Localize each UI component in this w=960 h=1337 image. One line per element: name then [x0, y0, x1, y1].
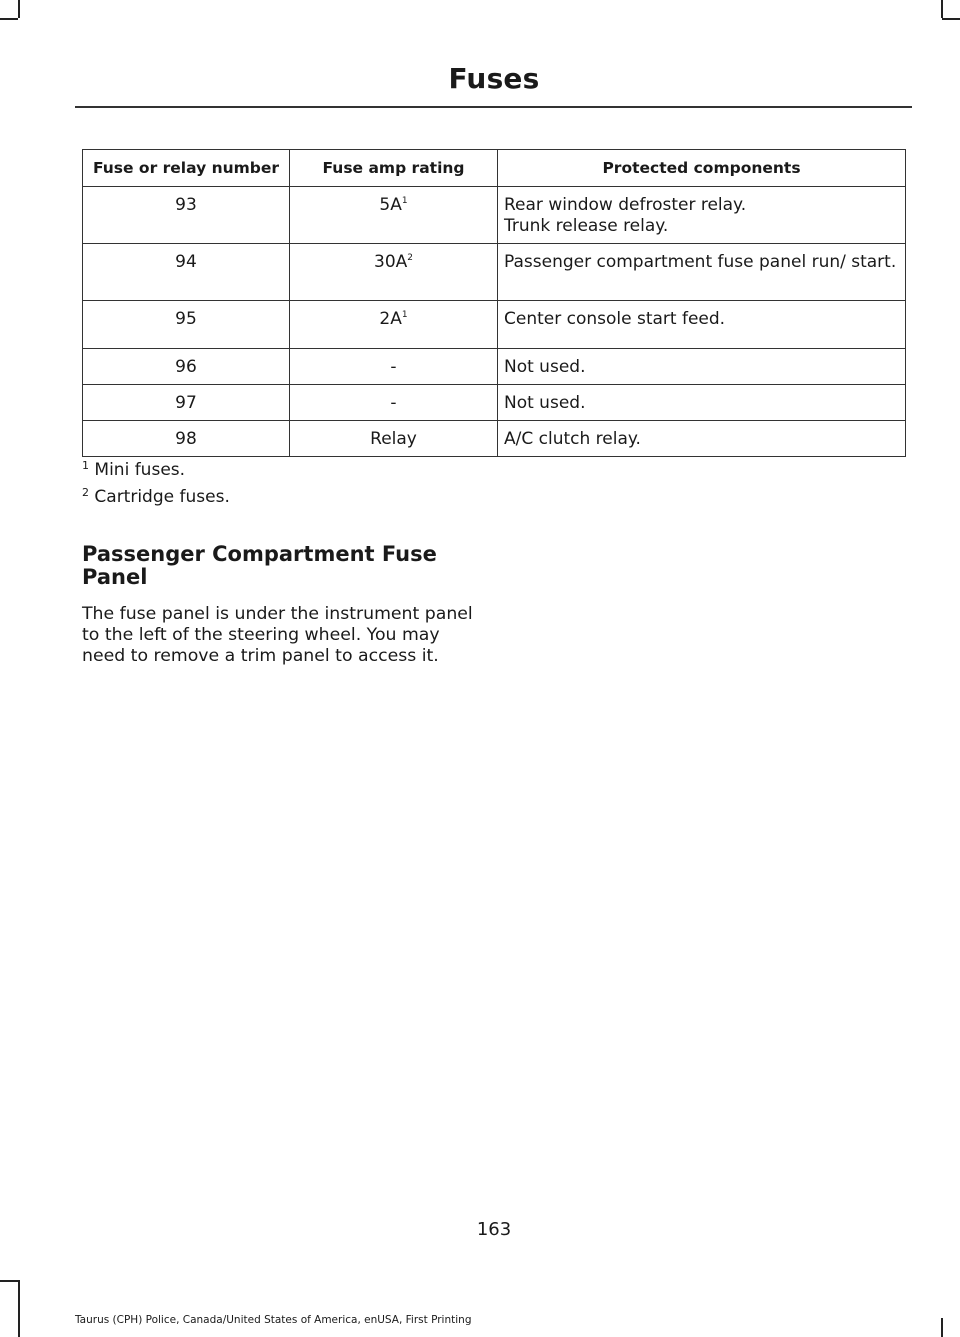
protected-components — [498, 385, 906, 421]
protected-components — [498, 301, 906, 349]
component-line: A/C clutch relay. — [504, 429, 641, 449]
footnote-mark: 1 — [82, 459, 89, 472]
amp-rating: - — [290, 385, 498, 421]
amp-value: 2A — [379, 309, 402, 329]
protected-components — [498, 244, 906, 301]
page-footer: Taurus (CPH) Police, Canada/United States of America, enUSA, First Printing — [75, 1314, 472, 1326]
component-line: Not used. — [504, 393, 586, 413]
table-row — [83, 301, 906, 349]
crop-mark — [18, 1280, 20, 1337]
crop-mark — [941, 0, 943, 18]
amp-rating: - — [290, 349, 498, 385]
fuse-number: 93 — [83, 187, 290, 244]
footnote-ref: 1 — [401, 196, 408, 206]
amp-value: 30A — [374, 252, 408, 272]
fuse-number: 97 — [83, 385, 290, 421]
page-title: Fuses — [448, 62, 540, 95]
fuse-number: 96 — [83, 349, 290, 385]
title-divider — [75, 106, 912, 108]
footnote — [82, 487, 230, 507]
fuse-number: 95 — [83, 301, 290, 349]
footnote — [82, 460, 185, 480]
footnote-text: Mini fuses. — [94, 460, 186, 480]
amp-value: 5A — [379, 195, 402, 215]
protected-components — [498, 349, 906, 385]
crop-mark — [18, 0, 20, 18]
component-line: Center console start feed. — [504, 309, 726, 329]
footnote-ref: 2 — [407, 253, 413, 263]
table-row — [83, 385, 906, 421]
crop-mark — [941, 1318, 943, 1337]
crop-mark — [0, 18, 18, 20]
crop-mark — [942, 18, 960, 20]
table-header-row — [83, 150, 906, 187]
protected-components — [498, 187, 906, 244]
table-row — [83, 349, 906, 385]
page-number: 163 — [476, 1219, 512, 1240]
footnote-mark: 2 — [82, 486, 89, 499]
table-row — [83, 187, 906, 244]
footnote-ref: 1 — [401, 310, 408, 320]
table-row — [83, 421, 906, 457]
fuse-table — [82, 149, 906, 457]
protected-components — [498, 421, 906, 457]
component-line: Passenger compartment fuse panel run/ start. — [504, 252, 897, 272]
column-header-protected-components: Protected components — [498, 150, 906, 187]
section-paragraph: The fuse panel is under the instrument panel to the left of the steering wheel. You may need to remove a trim panel to access it. — [82, 604, 473, 666]
fuse-number: 94 — [83, 244, 290, 301]
component-line: Rear window defroster relay. — [504, 195, 747, 215]
crop-mark — [0, 1280, 18, 1282]
amp-rating — [290, 244, 498, 301]
fuse-number: 98 — [83, 421, 290, 457]
component-line: Not used. — [504, 357, 586, 377]
section-heading: Passenger Compartment Fuse Panel — [82, 542, 437, 589]
amp-rating — [290, 187, 498, 244]
footnote-text: Cartridge fuses. — [94, 487, 230, 507]
amp-rating: Relay — [290, 421, 498, 457]
component-line: Trunk release relay. — [504, 216, 669, 236]
amp-rating — [290, 301, 498, 349]
table-row — [83, 244, 906, 301]
column-header-amp-rating: Fuse amp rating — [290, 150, 498, 187]
column-header-fuse-number: Fuse or relay number — [83, 150, 290, 187]
